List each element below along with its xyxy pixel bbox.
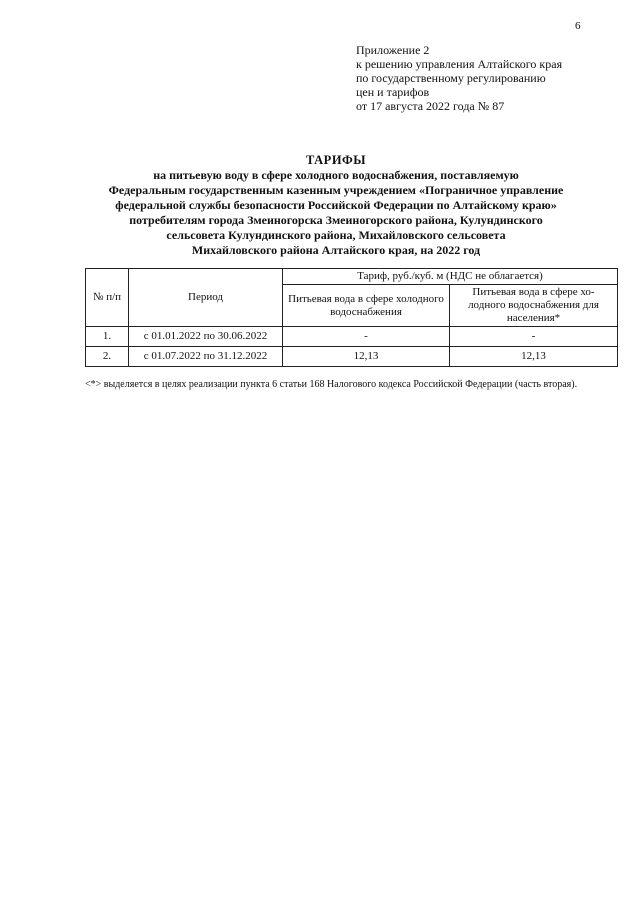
- cell-period: с 01.01.2022 по 30.06.2022: [129, 327, 283, 347]
- cell-water: -: [283, 327, 450, 347]
- title-line: сельсовета Кулундинского района, Михайловского сельсовета: [166, 228, 506, 242]
- table-header-row: [86, 269, 618, 285]
- title-line: на питьевую воду в сфере холодного водоснабжения, поставляемую: [153, 168, 519, 182]
- footnote: <*> выделяется в целях реализации пункта 6 статьи 168 Налогового кодекса Российской Федерации (часть вторая).: [85, 379, 578, 390]
- cell-period: с 01.07.2022 по 31.12.2022: [129, 347, 283, 367]
- appendix-line: от 17 августа 2022 года № 87: [356, 99, 505, 113]
- appendix-line: Приложение 2: [356, 43, 430, 57]
- header-num: № п/п: [86, 269, 129, 327]
- table-row: [86, 327, 618, 347]
- cell-num: 2.: [86, 347, 129, 367]
- page-number: 6: [575, 20, 581, 32]
- document-title: [60, 153, 612, 258]
- header-period: Период: [129, 269, 283, 327]
- table-row: [86, 347, 618, 367]
- title-heading: ТАРИФЫ: [305, 153, 367, 167]
- header-tariff-group: Тариф, руб./куб. м (НДС не облагается): [283, 269, 618, 285]
- title-line: Михайловского района Алтайского края, на 2022 год: [191, 243, 481, 257]
- cell-water-population: 12,13: [450, 347, 618, 367]
- cell-water-population: -: [450, 327, 618, 347]
- cell-water: 12,13: [283, 347, 450, 367]
- title-line: федеральной службы безопасности Российской Федерации по Алтайскому краю»: [115, 198, 557, 212]
- tariff-table: [85, 268, 618, 367]
- appendix-block: [356, 43, 626, 113]
- appendix-line: цен и тарифов: [356, 85, 430, 99]
- appendix-line: по государственному регулированию: [356, 71, 546, 85]
- title-line: Федеральным государственным казенным учреждением «Пограничное управление: [108, 183, 564, 197]
- header-water-population: Питьевая вода в сфере хо-лодного водоснабжения для населения*: [450, 285, 618, 327]
- appendix-line: к решению управления Алтайского края: [356, 57, 563, 71]
- header-water: Питьевая вода в сфере холодного водоснабжения: [283, 285, 450, 327]
- title-line: потребителям города Змеиногорска Змеиногорского района, Кулундинского: [129, 213, 543, 227]
- cell-num: 1.: [86, 327, 129, 347]
